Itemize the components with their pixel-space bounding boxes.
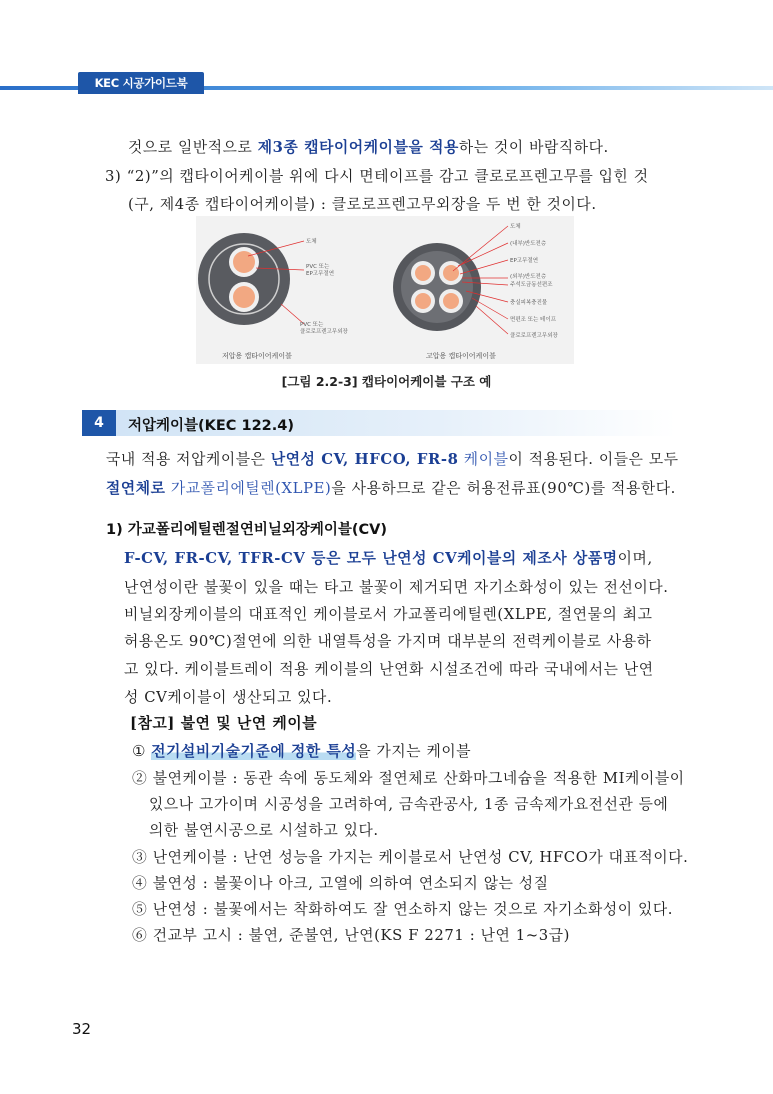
text-run: 건교부 고시 : 불연, 준불연, 난연(KS F 2271 : 난연 1~3급) [152,927,571,944]
right-label-5: 주석도금동선편조 [510,282,553,288]
right-label-2: (내부)반도전층 [510,241,547,247]
left-label-conductor: 도체 [306,239,317,245]
emphasis-text: 제3종 캡타이어케이블을 적용 [257,139,459,156]
right-label-6: 충실피복충진물 [510,300,548,306]
item-marker: ② [132,770,148,787]
section-title: 저압케이블(KEC 122.4) [128,418,294,434]
text-run: 국내 적용 저압케이블은 [106,451,271,468]
sub1-line1 [124,547,653,568]
cable-diagram [196,216,574,364]
right-label-7: 면편조 또는 테이프 [510,317,557,323]
emphasis-text: 절연체로 [106,480,166,497]
page-number: 32 [72,1020,92,1038]
text-run: 것으로 일반적으로 [128,139,258,156]
left-label-insulation-2: EP고무절연 [306,271,335,277]
emphasis-text: 난연성 CV, HFCO, FR-8 [270,451,459,468]
subsection-heading: 1) 가교폴리에틸렌절연비닐외장케이블(CV) [106,522,387,538]
item-marker: ④ [132,875,148,892]
right-label-1: 도체 [510,224,521,230]
para2-line1 [106,448,679,469]
text-run: 불연케이블 : 동관 속에 동도체와 절연체로 산화마그네슘을 적용한 MI케이블이 [152,770,685,787]
sub1-line5: 고 있다. 케이블트레이 적용 케이블의 난연화 시설조건에 따라 국내에서는 난연 [124,661,654,678]
para1-line1 [128,136,609,157]
note-heading: [참고] 불연 및 난연 케이블 [130,715,318,732]
blue-text: 가교폴리에틸렌(XLPE) [165,480,332,497]
text-run: 을 사용하므로 같은 허용전류표(90℃)를 적용한다. [331,480,676,497]
highlighted-text: 전기설비기술기준에 정한 특성 [151,743,357,760]
note-item-6 [132,924,570,945]
cable-structure-figure [196,216,574,364]
text-run: 을 가지는 케이블 [356,743,472,760]
blue-text: 케이블 [458,451,509,468]
left-figure-caption: 저압용 캡타이어케이블 [222,352,292,360]
right-label-3: EP고무절연 [510,258,539,264]
note-item-1 [132,740,471,761]
para1-line3: (구, 제4종 캡타이어케이블) : 클로로프렌고무외장을 두 번 한 것이다. [128,196,597,213]
note-item-3 [132,846,688,867]
right-figure-caption: 고압용 캡타이어케이블 [426,352,496,360]
note-item-2-line3: 의한 불연시공으로 시설하고 있다. [149,822,379,839]
text-run: 하는 것이 바람직하다. [458,139,609,156]
text-run: 이며, [617,550,653,567]
item-marker: ⑥ [132,927,148,944]
text-run: 난연성 : 불꽃에서는 착화하여도 잘 연소하지 않는 것으로 자기소화성이 있다. [152,901,674,918]
text-run: 불연성 : 불꽃이나 아크, 고열에 의하여 연소되지 않는 성질 [152,875,549,892]
right-label-4: (외부)반도전층 [510,274,547,280]
right-label-8: 클로로프렌고무외장 [510,333,558,339]
left-label-sheath-2: 클로로프렌고무외장 [300,329,348,335]
text-run: 이 적용된다. 이들은 모두 [508,451,679,468]
note-item-4 [132,872,549,893]
sub1-line4: 허용온도 90℃)절연에 의한 내열특성을 가지며 대부분의 전력케이블로 사용하 [124,633,652,650]
text-run: 난연케이블 : 난연 성능을 가지는 케이블로서 난연성 CV, HFCO가 대표적이다. [152,849,689,866]
note-item-2-line2: 있으나 고가이며 시공성을 고려하여, 금속관공사, 1종 금속제가요전선관 등에 [149,796,669,813]
item-marker: ① [132,743,146,760]
left-label-insulation-1: PVC 또는 [306,264,330,270]
figure-caption: [그림 2.2-3] 캡타이어케이블 구조 예 [281,374,492,389]
sub1-line3: 비닐외장케이블의 대표적인 케이블로서 가교폴리에틸렌(XLPE, 절연물의 최고 [124,606,653,623]
para2-line2 [106,477,676,498]
section-number: 4 [82,410,116,436]
item-marker: ③ [132,849,148,866]
emphasis-text: F-CV, FR-CV, TFR-CV 등은 모두 난연성 CV케이블의 제조사 상품명 [124,550,618,567]
header-book-tab: KEC 시공가이드북 [78,72,204,94]
para1-line2: 3) “2)”의 캡타이어케이블 위에 다시 면테이프를 감고 클로로프렌고무를 입힌 것 [105,168,649,185]
item-marker: ⑤ [132,901,148,918]
note-item-5 [132,898,673,919]
sub1-line6: 성 CV케이블이 생산되고 있다. [124,689,333,706]
left-label-sheath-1: PVC 또는 [300,322,324,328]
sub1-line2: 난연성이란 불꽃이 있을 때는 타고 불꽃이 제거되면 자기소화성이 있는 전선이다. [124,579,669,596]
note-item-2-line1 [132,767,685,788]
